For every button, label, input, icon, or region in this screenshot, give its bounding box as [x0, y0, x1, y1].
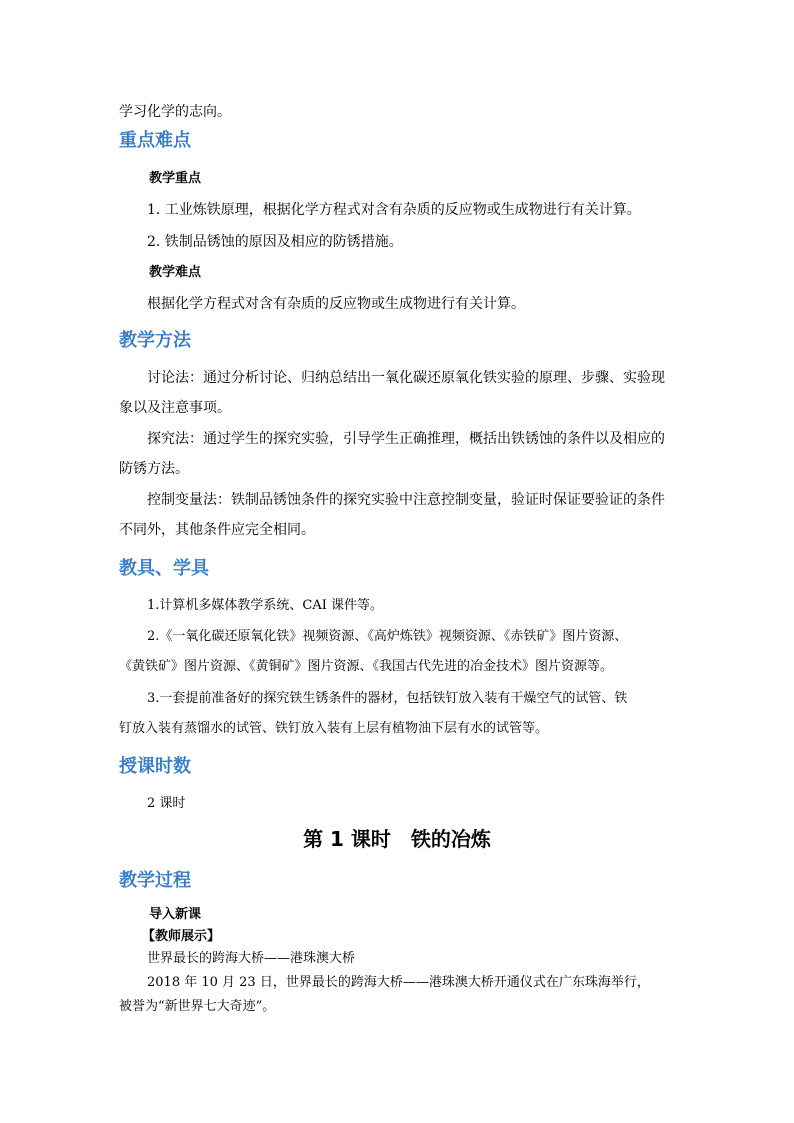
tool-item-2-line1: 2.《一氧化碳还原氧化铁》视频资源、《高炉炼铁》视频资源、《赤铁矿》图片资源、	[147, 629, 628, 644]
tool-item-3-line2: 钉放入装有蒸馏水的试管、铁钉放入装有上层有植物油下层有水的试管等。	[119, 721, 549, 736]
focus-item-2: 2. 铁制品锈蚀的原因及相应的防锈措施。	[147, 234, 403, 250]
section-heading-process: 教学过程	[119, 870, 191, 891]
difficulty-text: 根据化学方程式对含有杂质的反应物或生成物进行有关计算。	[147, 296, 525, 312]
topic-text: 世界最长的跨海大桥——港珠澳大桥	[147, 951, 356, 966]
intro-tail-text: 学习化学的志向。	[119, 104, 231, 120]
method-discussion-line1: 讨论法：通过分析讨论、归纳总结出一氧化碳还原氧化铁实验的原理、步骤、实验现	[147, 370, 665, 386]
tool-item-2-line2: 《黄铁矿》图片资源、《黄铜矿》图片资源、《我国古代先进的冶金技术》图片资源等。	[119, 659, 614, 674]
intro-new-lesson-label: 导入新课	[149, 907, 202, 922]
tool-item-1: 1.计算机多媒体教学系统、CAI 课件等。	[147, 598, 384, 613]
method-inquiry-line2: 防锈方法。	[119, 461, 189, 477]
hours-value: 2 课时	[147, 796, 186, 811]
teacher-show-label: 【教师展示】	[142, 929, 221, 944]
lesson-title: 第 1 课时 铁的冶炼	[303, 827, 491, 851]
method-inquiry-line1: 探究法：通过学生的探究实验，引导学生正确推理，概括出铁锈蚀的条件以及相应的	[147, 431, 665, 447]
bridge-para-line2: 被誉为“新世界七大奇迹”。	[119, 999, 276, 1014]
method-discussion-line2: 象以及注意事项。	[119, 400, 231, 416]
section-heading-tools: 教具、学具	[119, 558, 209, 579]
tool-item-3-line1: 3.一套提前准备好的探究铁生锈条件的器材，包括铁钉放入装有干燥空气的试管、铁	[147, 691, 628, 706]
section-heading-methods: 教学方法	[119, 330, 191, 351]
bridge-para-line1: 2018 年 10 月 23 日，世界最长的跨海大桥——港珠澳大桥开通仪式在广东珠海举行，	[147, 975, 650, 990]
focus-label: 教学重点	[149, 171, 202, 186]
method-control-line2: 不同外，其他条件应完全相同。	[119, 522, 315, 538]
section-heading-hours: 授课时数	[119, 756, 191, 777]
method-control-line1: 控制变量法：铁制品锈蚀条件的探究实验中注意控制变量，验证时保证要验证的条件	[147, 492, 665, 508]
focus-item-1: 1. 工业炼铁原理，根据化学方程式对含有杂质的反应物或生成物进行有关计算。	[147, 202, 641, 218]
difficulty-label: 教学难点	[149, 265, 202, 280]
section-heading-key-points: 重点难点	[119, 130, 191, 151]
